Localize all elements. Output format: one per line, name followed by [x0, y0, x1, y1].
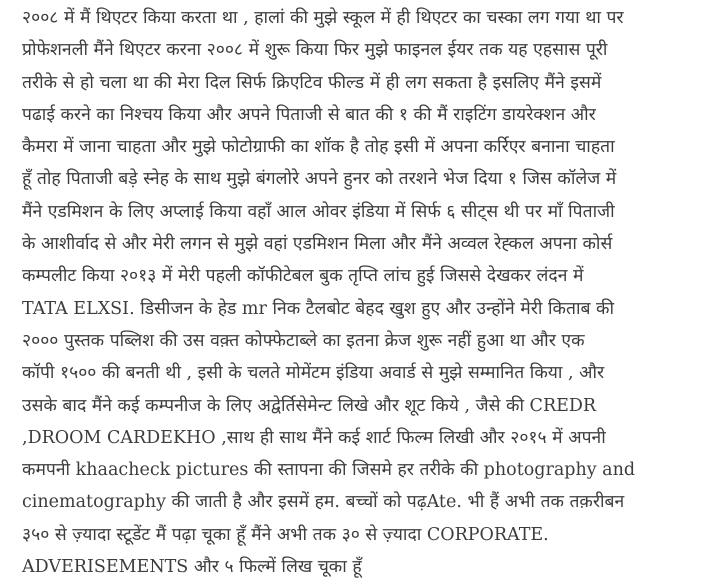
- text-line: प्रोफेशनली मैंने थिएटर करना २००८ में शुरू किया फिर मुझे फाइनल ईयर तक यह एहसास पूरी: [22, 40, 608, 61]
- text-line: तरीके से हो चला था की मेरा दिल सिर्फ क्रिएटिव फील्ड में ही लग सकता है इसलिए मैंने इसमें: [22, 72, 602, 93]
- text-line: ADVERISEMENTS और ५ फिल्में लिख चूका हूँ: [22, 557, 362, 578]
- text-line: उसके बाद मैंने कई कम्पनीज के लिए अद्वेर्तिसेमेन्ट लिखे और शूट किये , जैसे की CREDR: [22, 395, 597, 416]
- text-line: ३५० से ज़्यादा स्टूडेंट मैं पढ़ा चूका हूँ मैंने अभी तक ३० से ज़्यादा CORPORATE.: [22, 524, 549, 545]
- document-body: [22, 2, 722, 583]
- text-line: के आशीर्वाद से और मेरी लगन से मुझे वहां एडमिशन मिला और मैंने अव्वल रेह्कल अपना कोर्स: [22, 234, 613, 255]
- text-line: २००८ में मैं थिएटर किया करता था , हालां की मुझे स्कूल में ही थिएटर का चस्का लग गया था पर: [22, 8, 624, 28]
- text-line: TATA ELXSI. डिसीजन के हेड mr निक टैलबोट बेहद खुश हुए और उन्होंने मेरी किताब की: [22, 298, 615, 319]
- text-line: कैमरा में जाना चाहता और मुझे फोटोग्राफी का शॉक है तोह इसी में अपना कर्रिएर बनाना चाहता: [22, 137, 615, 158]
- text-line: मैंने एडमिशन के लिए अप्लाई किया वहाँ आल ओवर इंडिया में सिर्फ ६ सीट्स थी पर माँ पिताजी: [22, 201, 615, 222]
- text-line: cinematography की जाती है और इसमें हम. बच्चों को पढ़Ate. भी हैं अभी तक तक़रीबन: [22, 492, 625, 513]
- text-line: २००० पुस्तक पब्लिश की उस वक़्त कोफ्फेटाब्ले का इतना क्रेज शुरू नहीं हुआ था और एक: [22, 330, 585, 351]
- text-line: हूँ तोह पिताजी बड़े स्नेह के साथ मुझे बंगलोरे अपने हुनर को तरशने भेज दिया १ जिस कॉलेज में: [22, 169, 617, 190]
- text-line: ,DROOM CARDEKHO ,साथ ही साथ मैंने कई शार्ट फिल्म लिखी और २०१५ में अपनी: [22, 427, 606, 448]
- text-line: पढाई करने का निश्चय किया और अपने पिताजी से बात की १ की मैं राइटिंग डायरेक्शन और: [22, 104, 596, 125]
- text-line: कमपनी khaacheck pictures की स्तापना की जिसमे हर तरीके की photography and: [22, 460, 636, 481]
- text-line: कॉपी १५०० की बनती थी , इसी के चलते मोमेंटम इंडिया अवार्ड से मुझे सम्मानित किया , और: [22, 363, 605, 384]
- text-line: कम्पलीट किया २०१३ में मेरी पहली कॉफीटेबल बुक तृप्ति लांच हुई जिससे देखकर लंदन में: [22, 266, 584, 287]
